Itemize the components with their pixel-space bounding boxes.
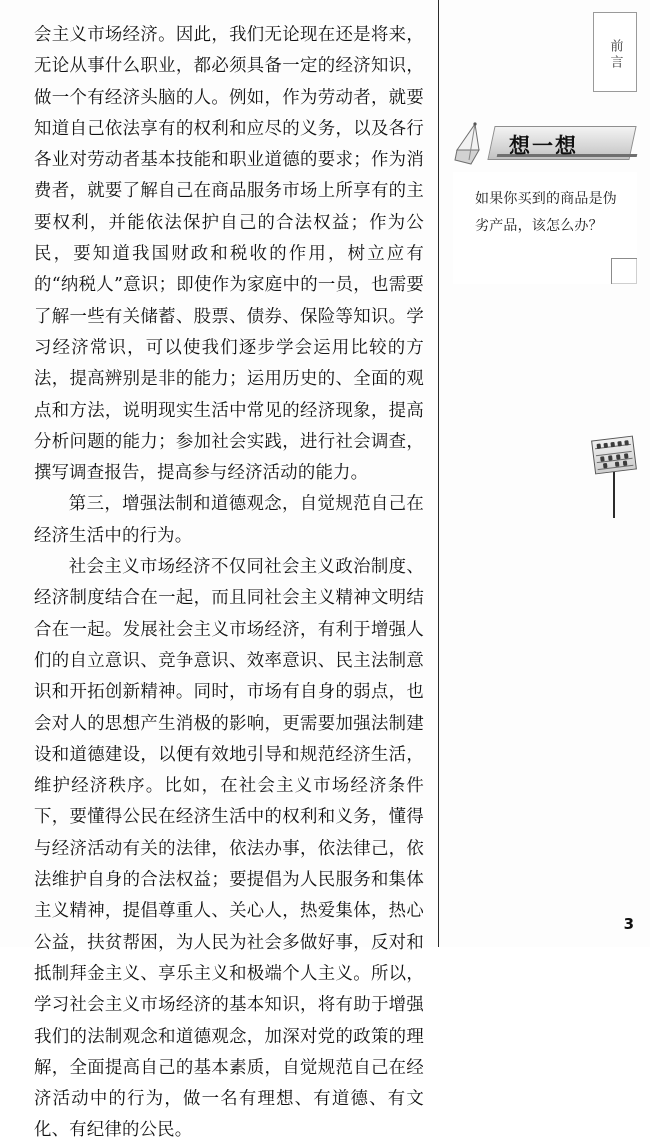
abacus-icon <box>591 436 637 475</box>
main-text-column <box>34 20 424 1147</box>
callout-title: 想一想 <box>509 133 578 158</box>
pencil-icon <box>453 120 499 168</box>
marker-stem <box>613 472 615 518</box>
page-fold-decoration <box>611 258 637 284</box>
paragraph: 会主义市场经济。因此，我们无论现在还是将来，无论从事什么职业，都必须具备一定的经济知识，做一个有经济头脑的人。例如，作为劳动者，就要知道自己依法享有的权利和应尽的义务，以及各行各业对劳动者基本技能和职业道德的要求；作为消费者，就要了解自己在商品服务市场上所享有的主要权利，并能依法保护自己的合法权益；作为公民，要知道我国财政和税收的作用，树立应有的“纳税人”意识；即使作为家庭中的一员，也需要了解一些有关储蓄、股票、债券、保险等知识。学习经济常识，可以使我们逐步学会运用比较的方法，提高辨别是非的能力；运用历史的、全面的观点和方法，说明现实生活中常见的经济现象，提高分析问题的能力；参加社会实践，进行社会调查，撰写调查报告，提高参与经济活动的能力。 <box>34 25 424 484</box>
callout-body <box>453 172 637 284</box>
callout-question: 如果你买到的商品是伪劣产品，该怎么办？ <box>475 191 617 234</box>
paragraph: 第三，增强法制和道德观念，自觉规范自己在经济生活中的行为。 <box>34 494 424 546</box>
paragraph: 社会主义市场经济不仅同社会主义政治制度、经济制度结合在一起，而且同社会主义精神文明结合在一起。发展社会主义市场经济，有利于增强人们的自立意识、竞争意识、效率意识、民主法制意识和开拓创新精神。同时，市场有自身的弱点，也会对人的思想产生消极的影响，更需要加强法制建设和道德建设，以便有效地引导和规范经济生活，维护经济秩序。比如，在社会主义市场经济条件下，要懂得公民在经济生活中的权利和义务，懂得与经济活动有关的法律，依法办事，依法律己，依法维护自身的合法权益；要提倡为人民服务和集体主义精神，提倡尊重人、关心人，热爱集体，热心公益，扶贫帮困，为人民为社会多做好事，反对和抵制拜金主义、享乐主义和极端个人主义。所以，学习社会主义市场经济的基本知识，将有助于增强我们的法制观念和道德观念，加深对党的政策的理解，全面提高自己的基本素质，自觉规范自己在经济活动中的行为，做一名有理想、有道德、有文化、有纪律的公民。 <box>34 557 424 1141</box>
page-number: 3 <box>623 915 634 933</box>
sidebar-column <box>439 0 650 947</box>
running-head-tab <box>593 12 637 92</box>
think-about-it-callout <box>453 120 637 284</box>
callout-banner <box>453 120 637 168</box>
running-head-label: 前言 <box>607 39 623 71</box>
abacus-marker <box>587 438 643 518</box>
